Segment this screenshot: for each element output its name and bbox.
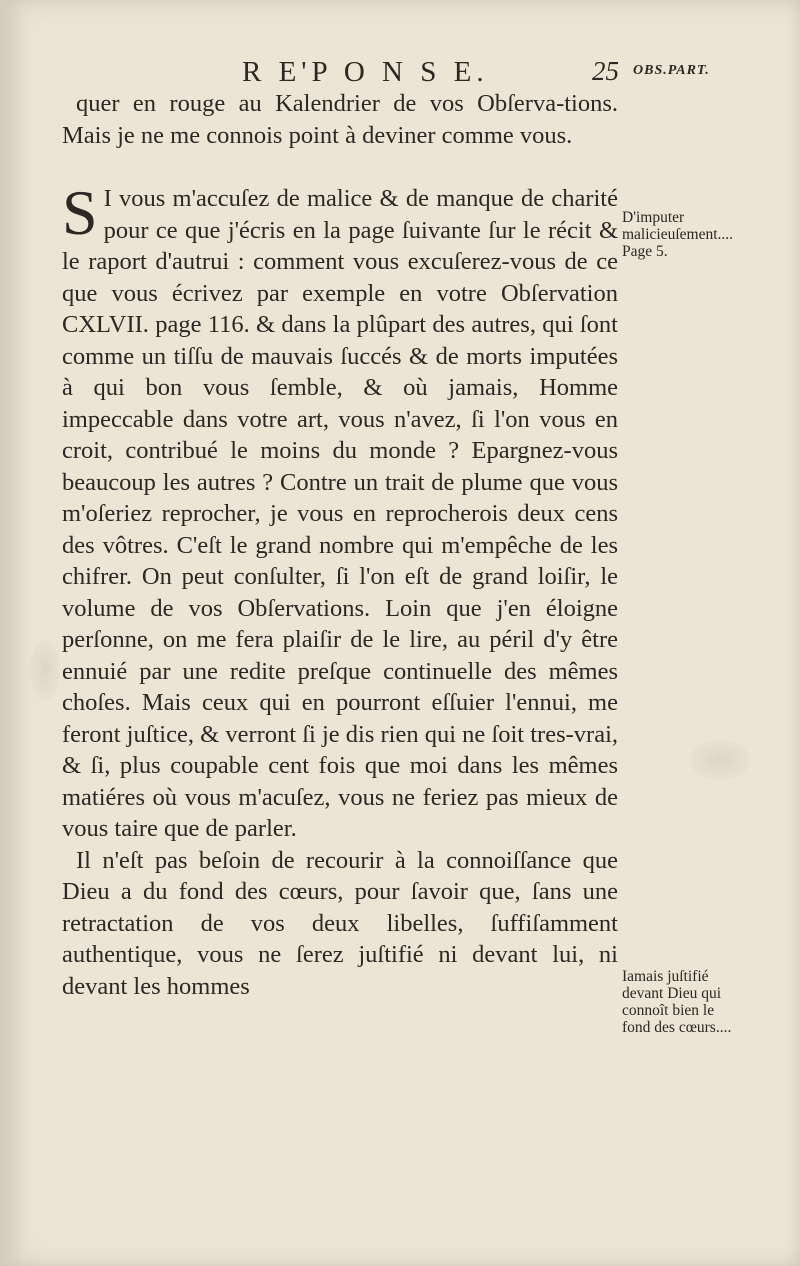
drop-cap: S (62, 177, 98, 248)
main-text (62, 88, 618, 1002)
running-head: R E'P O N S E. (242, 56, 489, 88)
margin-note-text: Iamais juſtifié devant Dieu qui connoît bien le fond des cœurs.... (622, 968, 732, 1036)
paragraph-text: I vous m'accuſez de malice & de manque de charité pour ce que j'écris en la page ſuivante ſur le récit & le raport d'autrui : comment vous excuſerez-vous de ce que vous écrivez par exemple en votre Obſervation CXLVII. page 116. & dans la plûpart des autres, qui ſont comme un tiſſu de mauvais ſuccés & de morts imputées à qui bon vous ſemble, & où jamais, Homme impeccable dans votre art, vous n'avez, ſi l'on vous en croit, contribué le moins du monde ? Epargnez-vous beaucoup les autres ? Contre un trait de plume que vous m'oſeriez reprocher, je vous en reprocherois deux cens des vôtres. C'eſt le grand nombre qui m'empêche de les chifrer. On peut conſulter, ſi l'on eſt de grand loiſir, le volume de vos Obſervations. Loin que j'en éloigne perſonne, on me fera plaiſir de le lire, au péril d'y être ennuié par une redite preſque continuelle des mêmes choſes. Mais ceux qui en pourront eſſuier l'ennui, me feront juſtice, & verront ſi je dis rien qui ne ſoit tres-vrai, & ſi, plus coupable cent fois que moi dans les mêmes matiéres où vous m'acuſez, vous ne feriez pas mieux de vous taire que de parler. (62, 185, 618, 842)
paragraph: quer en rouge au Kalendrier de vos Obſerva-tions. Mais je ne me connois point à deviner comme vous. (62, 90, 618, 149)
paragraph (62, 177, 618, 845)
paragraph: Il n'eſt pas beſoin de recourir à la connoiſſance que Dieu a du fond des cœurs, pour ſavoir que, ſans une retractation de vos deux libelles, ſuffiſamment authentique, vous ne ſerez juſtifié ni devant lui, ni devant les hommes (62, 846, 618, 1000)
page-number: 25 (592, 56, 619, 86)
margin-note (622, 968, 742, 1036)
margin-note-text: D'imputer malicieuſement.... Page 5. (622, 209, 734, 260)
margin-note (622, 209, 742, 260)
page-stain (30, 640, 60, 700)
page-header (0, 56, 800, 88)
section-tag: OBS.PART. (633, 63, 710, 78)
page-gutter (0, 0, 22, 1266)
page-stain (690, 740, 750, 780)
